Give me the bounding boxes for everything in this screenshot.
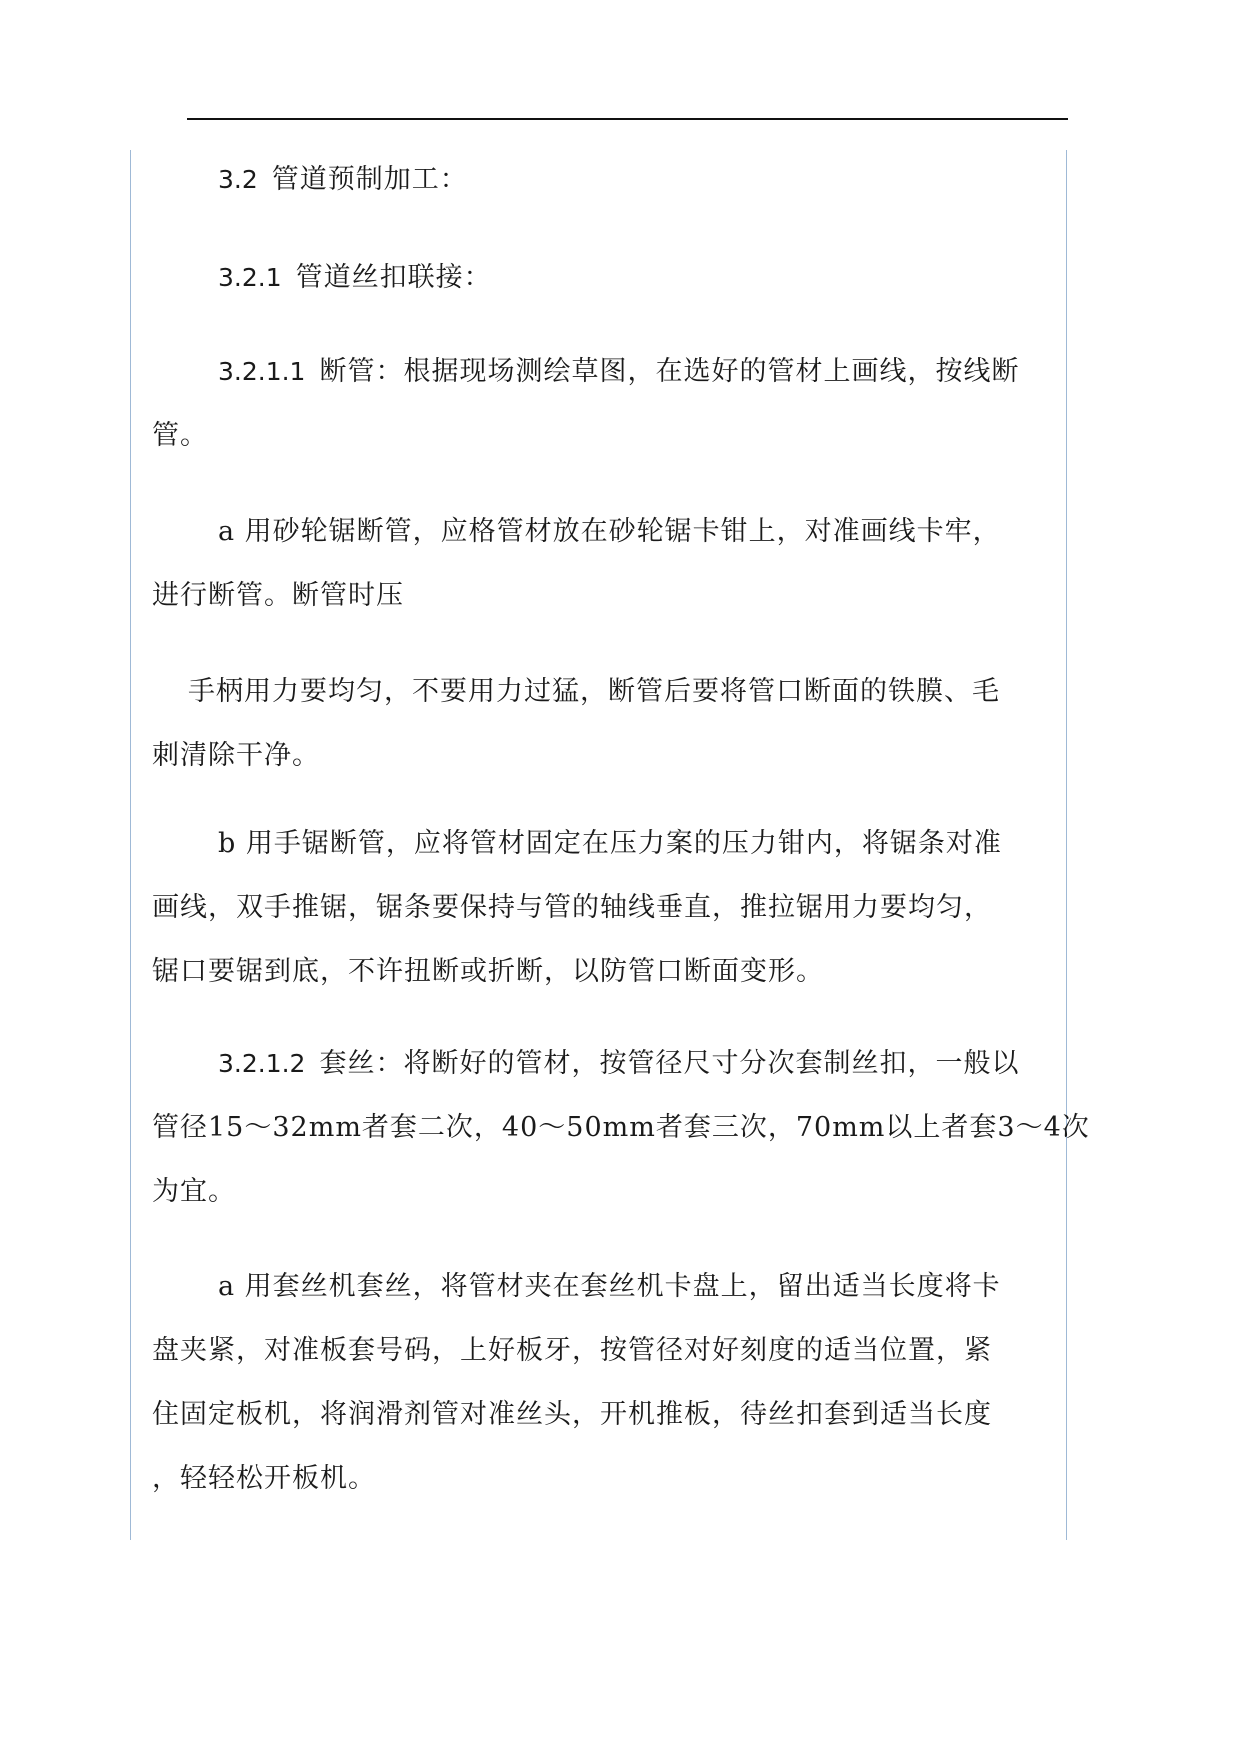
- paragraph-a-continued: [152, 660, 1062, 788]
- heading-3-2-1: [152, 246, 1062, 310]
- heading-text: 管道丝扣联接：: [295, 262, 492, 293]
- paragraph-line: 画线，双手推锯，锯条要保持与管的轴线垂直，推拉锯用力要均匀，: [152, 892, 992, 923]
- paragraph-line: 住固定板机，将润滑剂管对准丝头，开机推板，待丝扣套到适当长度: [152, 1399, 992, 1430]
- paragraph-line: 锯口要锯到底，不许扭断或折断，以防管口断面变形。: [152, 956, 824, 987]
- paragraph-line: b 用手锯断管，应将管材固定在压力案的压力钳内，将锯条对准: [218, 828, 1002, 859]
- paragraph-3-2-1-1: [152, 340, 1062, 468]
- paragraph-line: a 用砂轮锯断管，应格管材放在砂轮锯卡钳上，对准画线卡牢，: [218, 516, 1001, 547]
- heading-number: 3.2: [218, 165, 258, 194]
- paragraph-number: 3.2.1.2: [218, 1049, 306, 1078]
- heading-text: 管道预制加工：: [271, 164, 468, 195]
- paragraph-a-saw-cutting: [152, 500, 1062, 628]
- paragraph-line: 套丝：将断好的管材，按管径尺寸分次套制丝扣，一般以: [319, 1048, 1020, 1079]
- paragraph-line: 手柄用力要均匀，不要用力过猛，断管后要将管口断面的铁膜、毛: [188, 676, 1000, 707]
- paragraph-line: 刺清除干净。: [152, 740, 320, 771]
- paragraph-line: 为宜。: [152, 1176, 236, 1207]
- heading-3-2: [152, 148, 1062, 212]
- paragraph-line: a 用套丝机套丝，将管材夹在套丝机卡盘上，留出适当长度将卡: [218, 1271, 1001, 1302]
- paragraph-a-threading-machine: [152, 1255, 1062, 1511]
- paragraph-line: 进行断管。断管时压: [152, 580, 404, 611]
- paragraph-line: 断管：根据现场测绘草图，在选好的管材上画线，按线断: [319, 356, 1020, 387]
- paragraph-line: ，轻轻松开板机。: [152, 1463, 376, 1494]
- paragraph-line: 管径15～32mm者套二次，40～50mm者套三次，70mm以上者套3～4次: [152, 1112, 1090, 1143]
- paragraph-line: 盘夹紧，对准板套号码，上好板牙，按管径对好刻度的适当位置，紧: [152, 1335, 992, 1366]
- paragraph-b-hand-saw: [152, 812, 1062, 1004]
- paragraph-line: 管。: [152, 420, 208, 451]
- right-margin-line: [1066, 150, 1067, 1540]
- paragraph-number: 3.2.1.1: [218, 357, 306, 386]
- paragraph-3-2-1-2: [152, 1032, 1090, 1224]
- left-margin-line: [130, 150, 131, 1540]
- header-rule: [187, 118, 1068, 120]
- heading-number: 3.2.1: [218, 263, 282, 292]
